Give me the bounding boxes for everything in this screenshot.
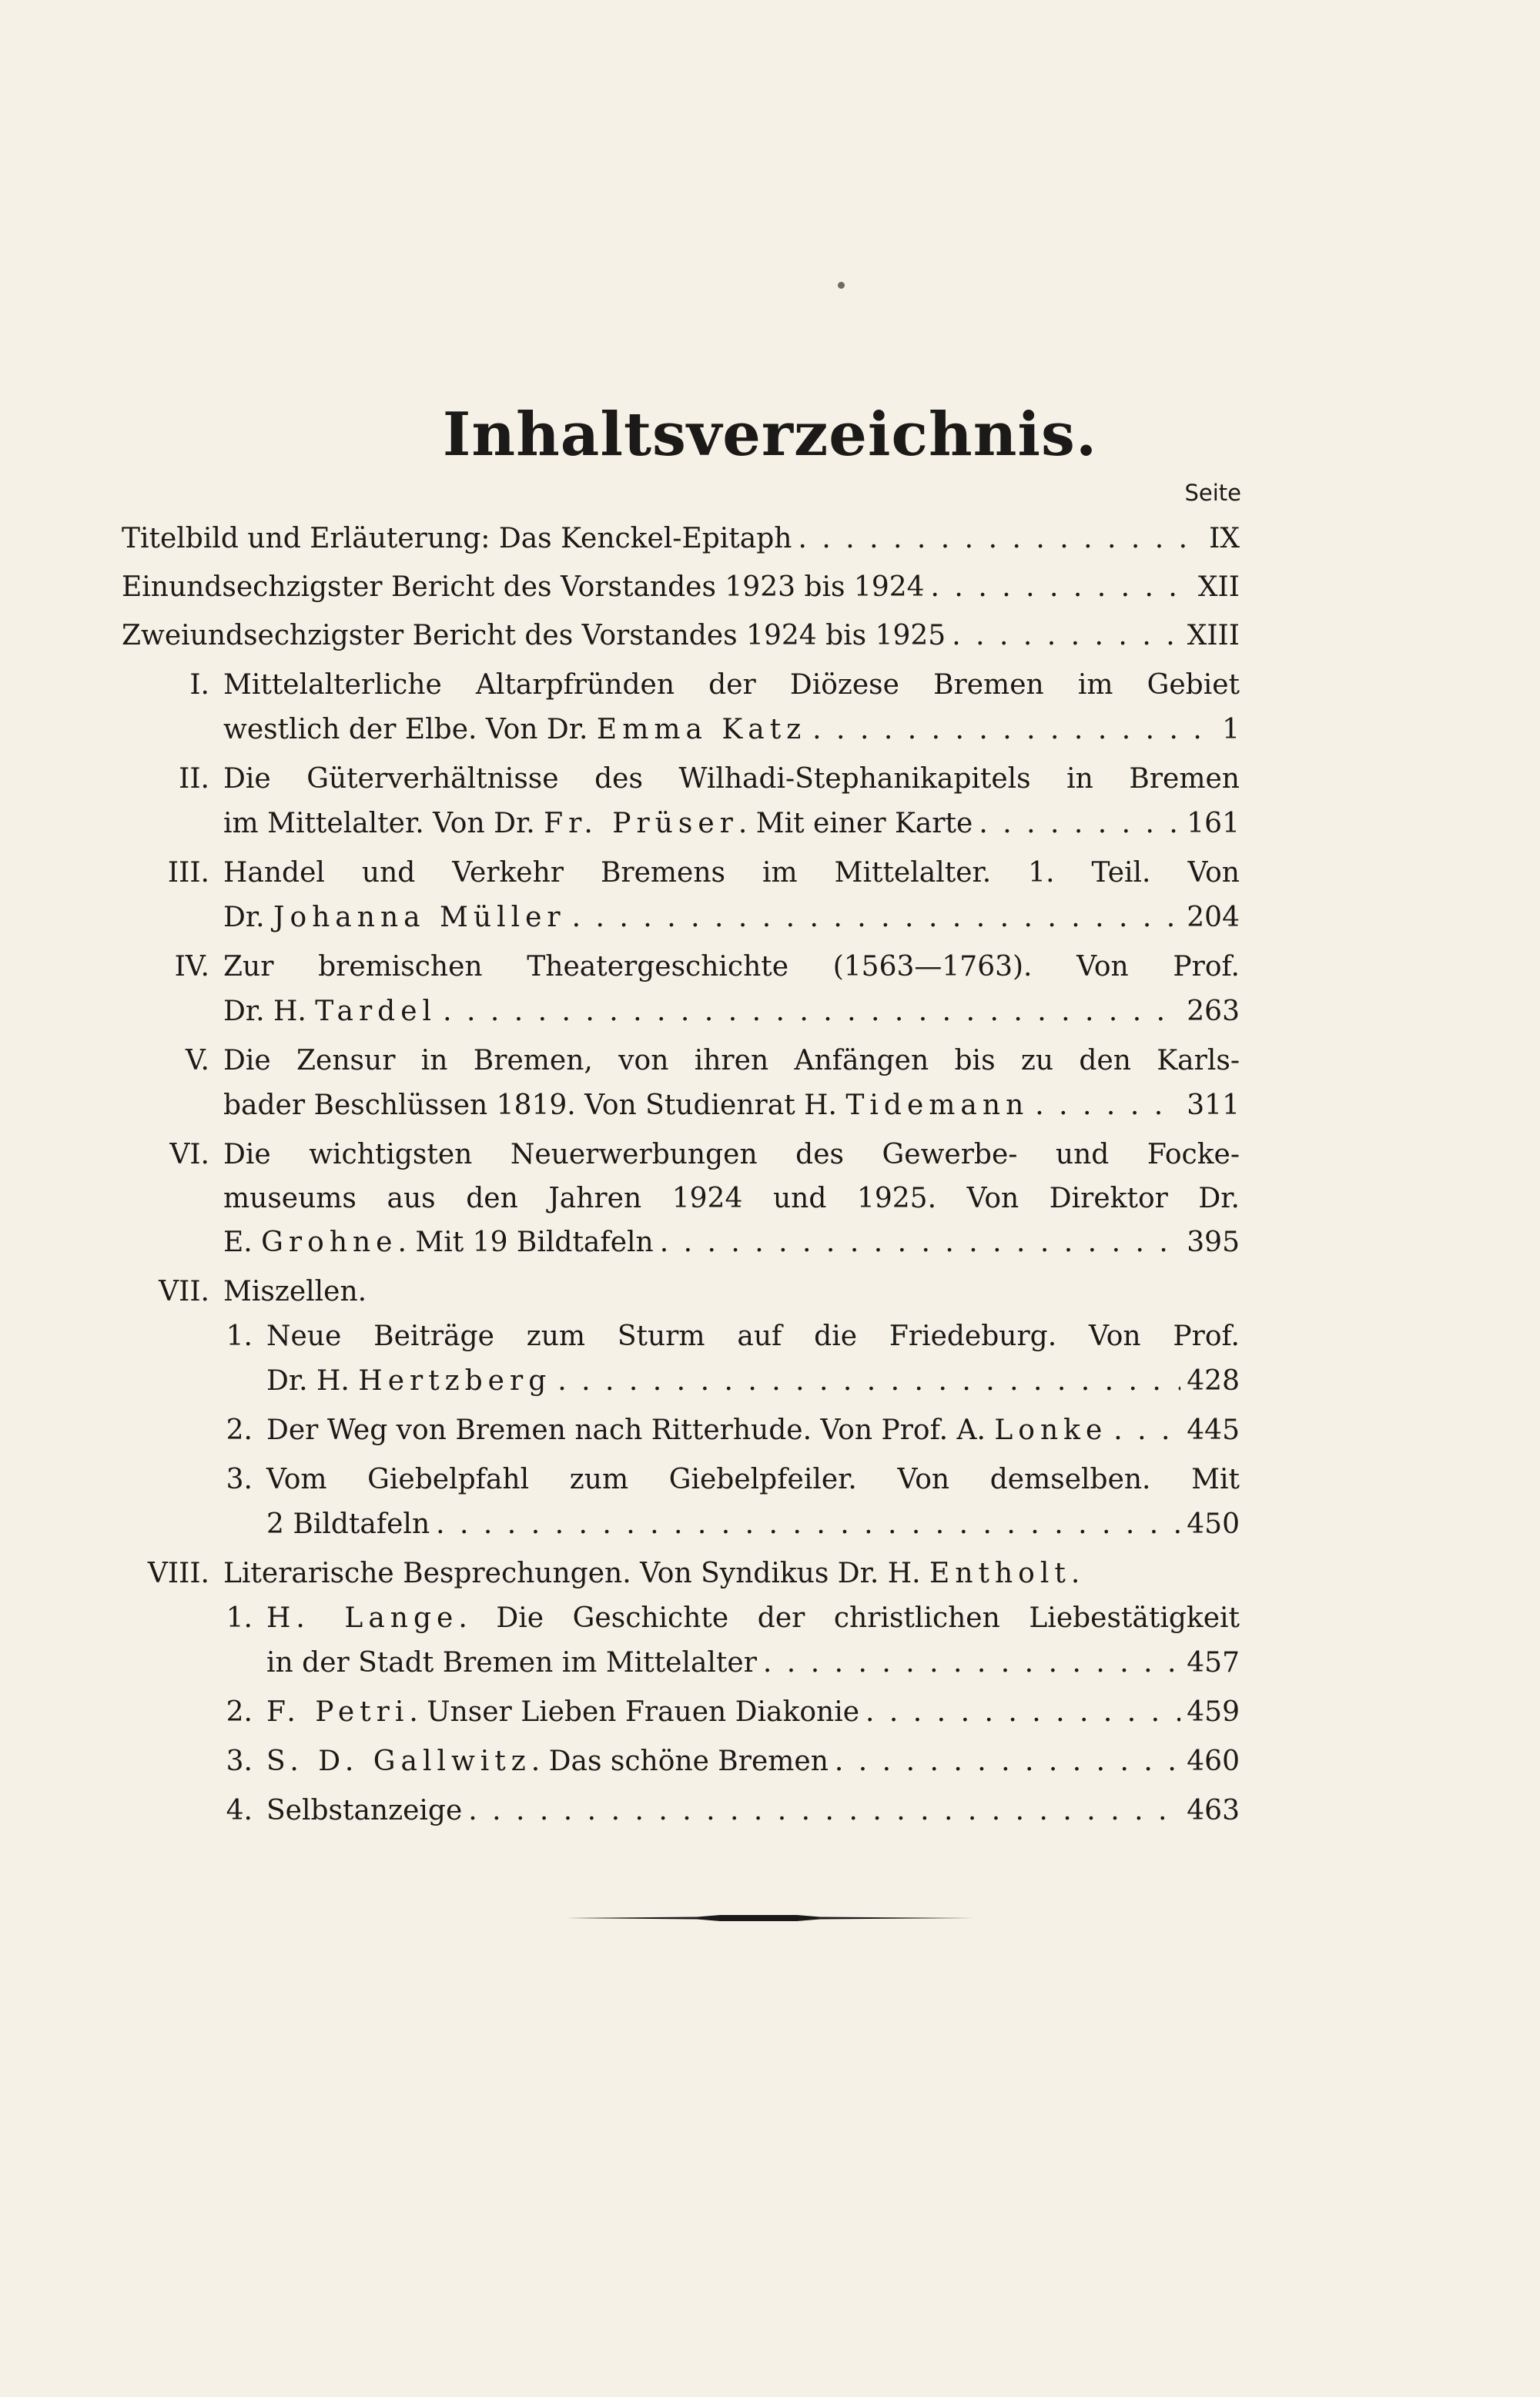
section-number: VII. bbox=[159, 1276, 209, 1307]
page-number: 428 bbox=[1187, 1365, 1240, 1397]
section-number: VI. bbox=[169, 1139, 209, 1170]
toc-entry-section-6-line1b: museums aus den Jahren 1924 und 1925. Von Direktor Dr. bbox=[223, 1183, 1240, 1214]
toc-entry-section-4-line2: Dr. H. Tardel . . . 263 bbox=[223, 989, 1240, 1035]
toc-entry-vii-1-line1: Neue Beiträge zum Sturm auf die Friedeburg. Von Prof. bbox=[266, 1321, 1240, 1352]
toc-entry-front-1: Titelbild und Erläuterung: Das Kenckel-Epitaph . . . IX bbox=[122, 516, 1240, 562]
toc-heading-miszellen: Miszellen. bbox=[223, 1276, 367, 1307]
page-number: XIII bbox=[1187, 620, 1240, 651]
item-number: 3. bbox=[226, 1746, 253, 1777]
author-name: Entholt bbox=[929, 1558, 1071, 1589]
author-name: H. Lange bbox=[266, 1602, 459, 1634]
author-name: Fr. Prüser bbox=[544, 808, 738, 839]
item-number: 1. bbox=[226, 1602, 253, 1634]
page-number: 460 bbox=[1187, 1746, 1240, 1777]
author-name: Hertzberg bbox=[358, 1365, 552, 1397]
page-number: 204 bbox=[1187, 902, 1240, 933]
item-number: 2. bbox=[226, 1414, 253, 1446]
item-number: 4. bbox=[226, 1795, 253, 1826]
toc-entry-vii-3-line2: 2 Bildtafeln . . . 450 bbox=[266, 1501, 1240, 1548]
item-number: 2. bbox=[226, 1696, 253, 1728]
toc-entry-section-1-line2: westlich der Elbe. Von Dr. Emma Katz . . . 1 bbox=[223, 707, 1240, 753]
toc-entry-front-2: Einundsechzigster Bericht des Vorstandes 1923 bis 1924 . . . XII bbox=[122, 564, 1240, 611]
toc-heading-besprechungen: Literarische Besprechungen. Von Syndikus Dr. H. Entholt. bbox=[223, 1558, 1080, 1589]
toc-entry-section-2-line2: im Mittelalter. Von Dr. Fr. Prüser. Mit einer Karte . . . 161 bbox=[223, 801, 1240, 847]
item-number: 1. bbox=[226, 1321, 253, 1352]
author-name: F. Petri bbox=[266, 1696, 410, 1728]
page-number: 445 bbox=[1187, 1414, 1240, 1446]
toc-entry-vii-3-line1: Vom Giebelpfahl zum Giebelpfeiler. Von demselben. Mit bbox=[266, 1464, 1240, 1495]
toc-entry-front-3: Zweiundsechzigster Bericht des Vorstandes 1924 bis 1925 . . . XIII bbox=[122, 613, 1240, 659]
page-number: 450 bbox=[1187, 1508, 1240, 1540]
toc-entry-section-4-line1: Zur bremischen Theatergeschichte (1563—1763). Von Prof. bbox=[223, 951, 1240, 983]
section-number: IV. bbox=[174, 951, 209, 983]
section-number: II. bbox=[179, 763, 209, 795]
section-number: III. bbox=[167, 857, 209, 889]
toc-entry-viii-2: F. Petri. Unser Lieben Frauen Diakonie . . . 459 bbox=[266, 1689, 1240, 1736]
toc-entry-section-3-line1: Handel und Verkehr Bremens im Mittelalter. 1. Teil. Von bbox=[223, 857, 1240, 889]
author-name: Lonke bbox=[994, 1414, 1108, 1446]
author-name: Emma Katz bbox=[596, 714, 807, 745]
toc-entry-vii-2: Der Weg von Bremen nach Ritterhude. Von Prof. A. Lonke . . . 445 bbox=[266, 1408, 1240, 1454]
toc-entry-section-5-line2: bader Beschlüssen 1819. Von Studienrat H. Tidemann . . . 311 bbox=[223, 1083, 1240, 1129]
page-number: 1 bbox=[1222, 714, 1240, 745]
toc-entry-section-6-line2: E. Grohne. Mit 19 Bildtafeln . . . 395 bbox=[223, 1220, 1240, 1266]
page-number: 457 bbox=[1187, 1647, 1240, 1679]
toc-entry-section-5-line1: Die Zensur in Bremen, von ihren Anfängen bis zu den Karls- bbox=[223, 1045, 1240, 1076]
author-name: S. D. Gallwitz bbox=[266, 1746, 531, 1777]
item-number: 3. bbox=[226, 1464, 253, 1495]
page-number: IX bbox=[1209, 523, 1240, 554]
toc-entry-viii-3: S. D. Gallwitz. Das schöne Bremen . . . 460 bbox=[266, 1739, 1240, 1785]
page-title: Inhaltsverzeichnis. bbox=[442, 400, 1098, 470]
toc-entry-section-6-line1: Die wichtigsten Neuerwerbungen des Gewerbe- und Focke- bbox=[223, 1139, 1240, 1170]
closing-ornament-rule bbox=[566, 1913, 974, 1923]
column-label-seite: Seite bbox=[1184, 480, 1241, 506]
author-name: Johanna Müller bbox=[273, 902, 566, 933]
toc-entry-vii-1-line2: Dr. H. Hertzberg . . . 428 bbox=[266, 1358, 1240, 1404]
page-number: 459 bbox=[1187, 1696, 1240, 1728]
toc-entry-viii-4: Selbstanzeige . . . 463 bbox=[266, 1788, 1240, 1834]
page-number: 463 bbox=[1187, 1795, 1240, 1826]
author-name: Tidemann bbox=[845, 1090, 1029, 1121]
author-name: Grohne bbox=[261, 1227, 398, 1258]
section-number: V. bbox=[185, 1045, 209, 1076]
toc-entry-section-3-line2: Dr. Johanna Müller . . . 204 bbox=[223, 895, 1240, 941]
page-number: 263 bbox=[1187, 996, 1240, 1027]
toc-entry-section-2-line1: Die Güterverhältnisse des Wilhadi-Stephanikapitels in Bremen bbox=[223, 763, 1240, 795]
section-number: I. bbox=[189, 669, 209, 701]
page-number: XII bbox=[1197, 571, 1240, 603]
toc-entry-viii-1-line2: in der Stadt Bremen im Mittelalter . . . 457 bbox=[266, 1640, 1240, 1686]
section-number: VIII. bbox=[147, 1558, 209, 1589]
page-number: 395 bbox=[1187, 1227, 1240, 1258]
toc-entry-section-1-line1: Mittelalterliche Altarpfründen der Diözese Bremen im Gebiet bbox=[223, 669, 1240, 701]
page-number: 161 bbox=[1187, 808, 1240, 839]
page-number: 311 bbox=[1187, 1090, 1240, 1121]
toc-entry-viii-1-line1: H. Lange. Die Geschichte der christlichen Liebestätigkeit bbox=[266, 1602, 1240, 1634]
author-name: Tardel bbox=[315, 996, 437, 1027]
